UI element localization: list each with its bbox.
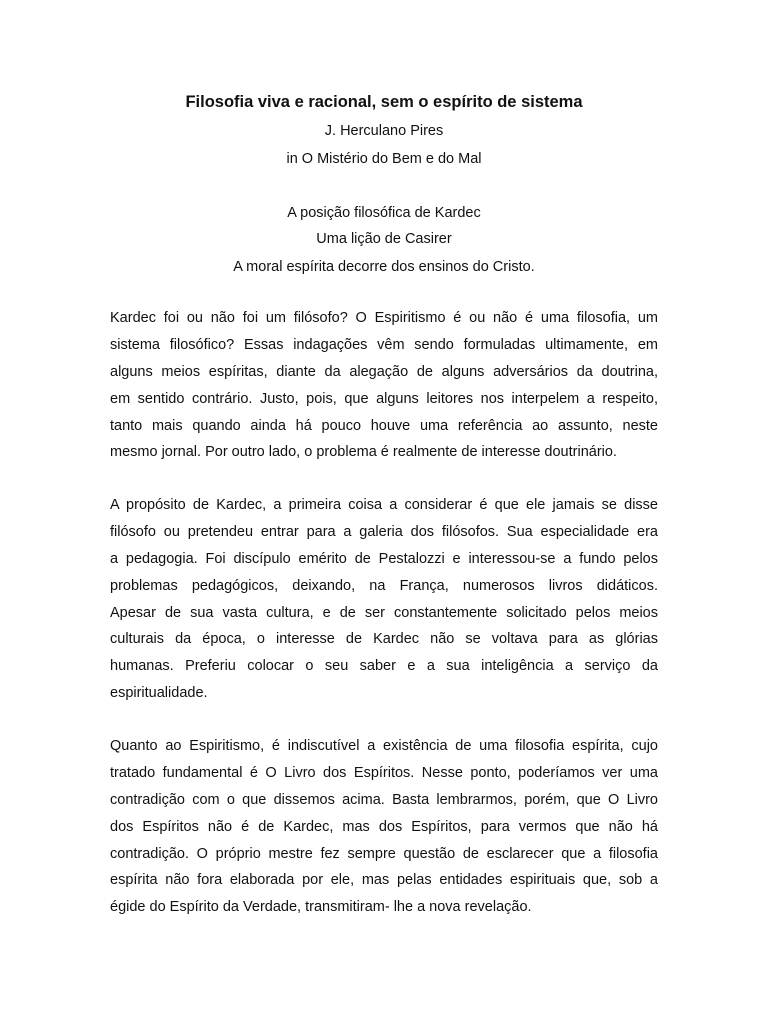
source-line: in O Mistério do Bem e do Mal — [286, 151, 482, 167]
text-line: em sentido contrário. Justo, pois, que alguns leitores nos interpelem a respeito, — [110, 390, 658, 407]
text-line: Apesar de sua vasta cultura, e de ser constantemente solicitado pelos meios — [110, 604, 658, 621]
paragraph-3 — [110, 733, 658, 921]
text-line: Quanto ao Espiritismo, é indiscutível a existência de uma filosofia espírita, cujo — [110, 738, 658, 754]
text-line: mesmo jornal. Por outro lado, o problema é realmente de interesse doutrinário. — [110, 444, 617, 461]
text-line: espiritualidade. — [110, 685, 208, 702]
paragraph-1 — [110, 305, 658, 466]
text-line: égide do Espírito da Verdade, transmitiram- lhe a nova revelação. — [110, 899, 532, 916]
subhead-3: A moral espírita decorre dos ensinos do Cristo. — [233, 259, 535, 275]
text-line: problemas pedagógicos, deixando, na França, numerosos livros didáticos. — [110, 577, 658, 594]
text-line: humanas. Preferiu colocar o seu saber e a sua inteligência a serviço da — [110, 658, 658, 675]
text-line: a pedagogia. Foi discípulo emérito de Pestalozzi e interessou-se a fundo pelos — [110, 550, 658, 567]
text-line: espírita não fora elaborada por ele, mas pelas entidades espirituais que, sob a — [110, 872, 658, 889]
subhead-2: Uma lição de Casirer — [316, 231, 452, 247]
text-line: culturais da época, o interesse de Kardec não se voltava para as glórias — [110, 631, 658, 648]
text-line: tanto mais quando ainda há pouco houve uma referência ao assunto, neste — [110, 417, 658, 434]
text-line: dos Espíritos não é de Kardec, mas dos Espíritos, para vermos que não há — [110, 818, 658, 835]
text-line: contradição. O próprio mestre fez sempre questão de esclarecer que a filosofia — [110, 845, 658, 862]
text-line: sistema filosófico? Essas indagações vêm sendo formuladas ultimamente, em — [110, 336, 658, 353]
document-title: Filosofia viva e racional, sem o espírito de sistema — [185, 93, 583, 111]
text-line: A propósito de Kardec, a primeira coisa a considerar é que ele jamais se disse — [110, 497, 658, 513]
text-line: alguns meios espíritas, diante da alegação de alguns adversários da doutrina, — [110, 363, 658, 380]
text-line: filósofo ou pretendeu entrar para a galeria dos filósofos. Sua especialidade era — [110, 523, 658, 540]
text-line: tratado fundamental é O Livro dos Espíritos. Nesse ponto, poderíamos ver uma — [110, 764, 658, 781]
paragraph-2 — [110, 492, 658, 707]
text-line: contradição com o que dissemos acima. Basta lembrarmos, porém, que O Livro — [110, 791, 658, 808]
text-line: Kardec foi ou não foi um filósofo? O Espiritismo é ou não é uma filosofia, um — [110, 310, 658, 326]
subhead-1: A posição filosófica de Kardec — [287, 205, 481, 221]
author-line: J. Herculano Pires — [324, 123, 444, 139]
